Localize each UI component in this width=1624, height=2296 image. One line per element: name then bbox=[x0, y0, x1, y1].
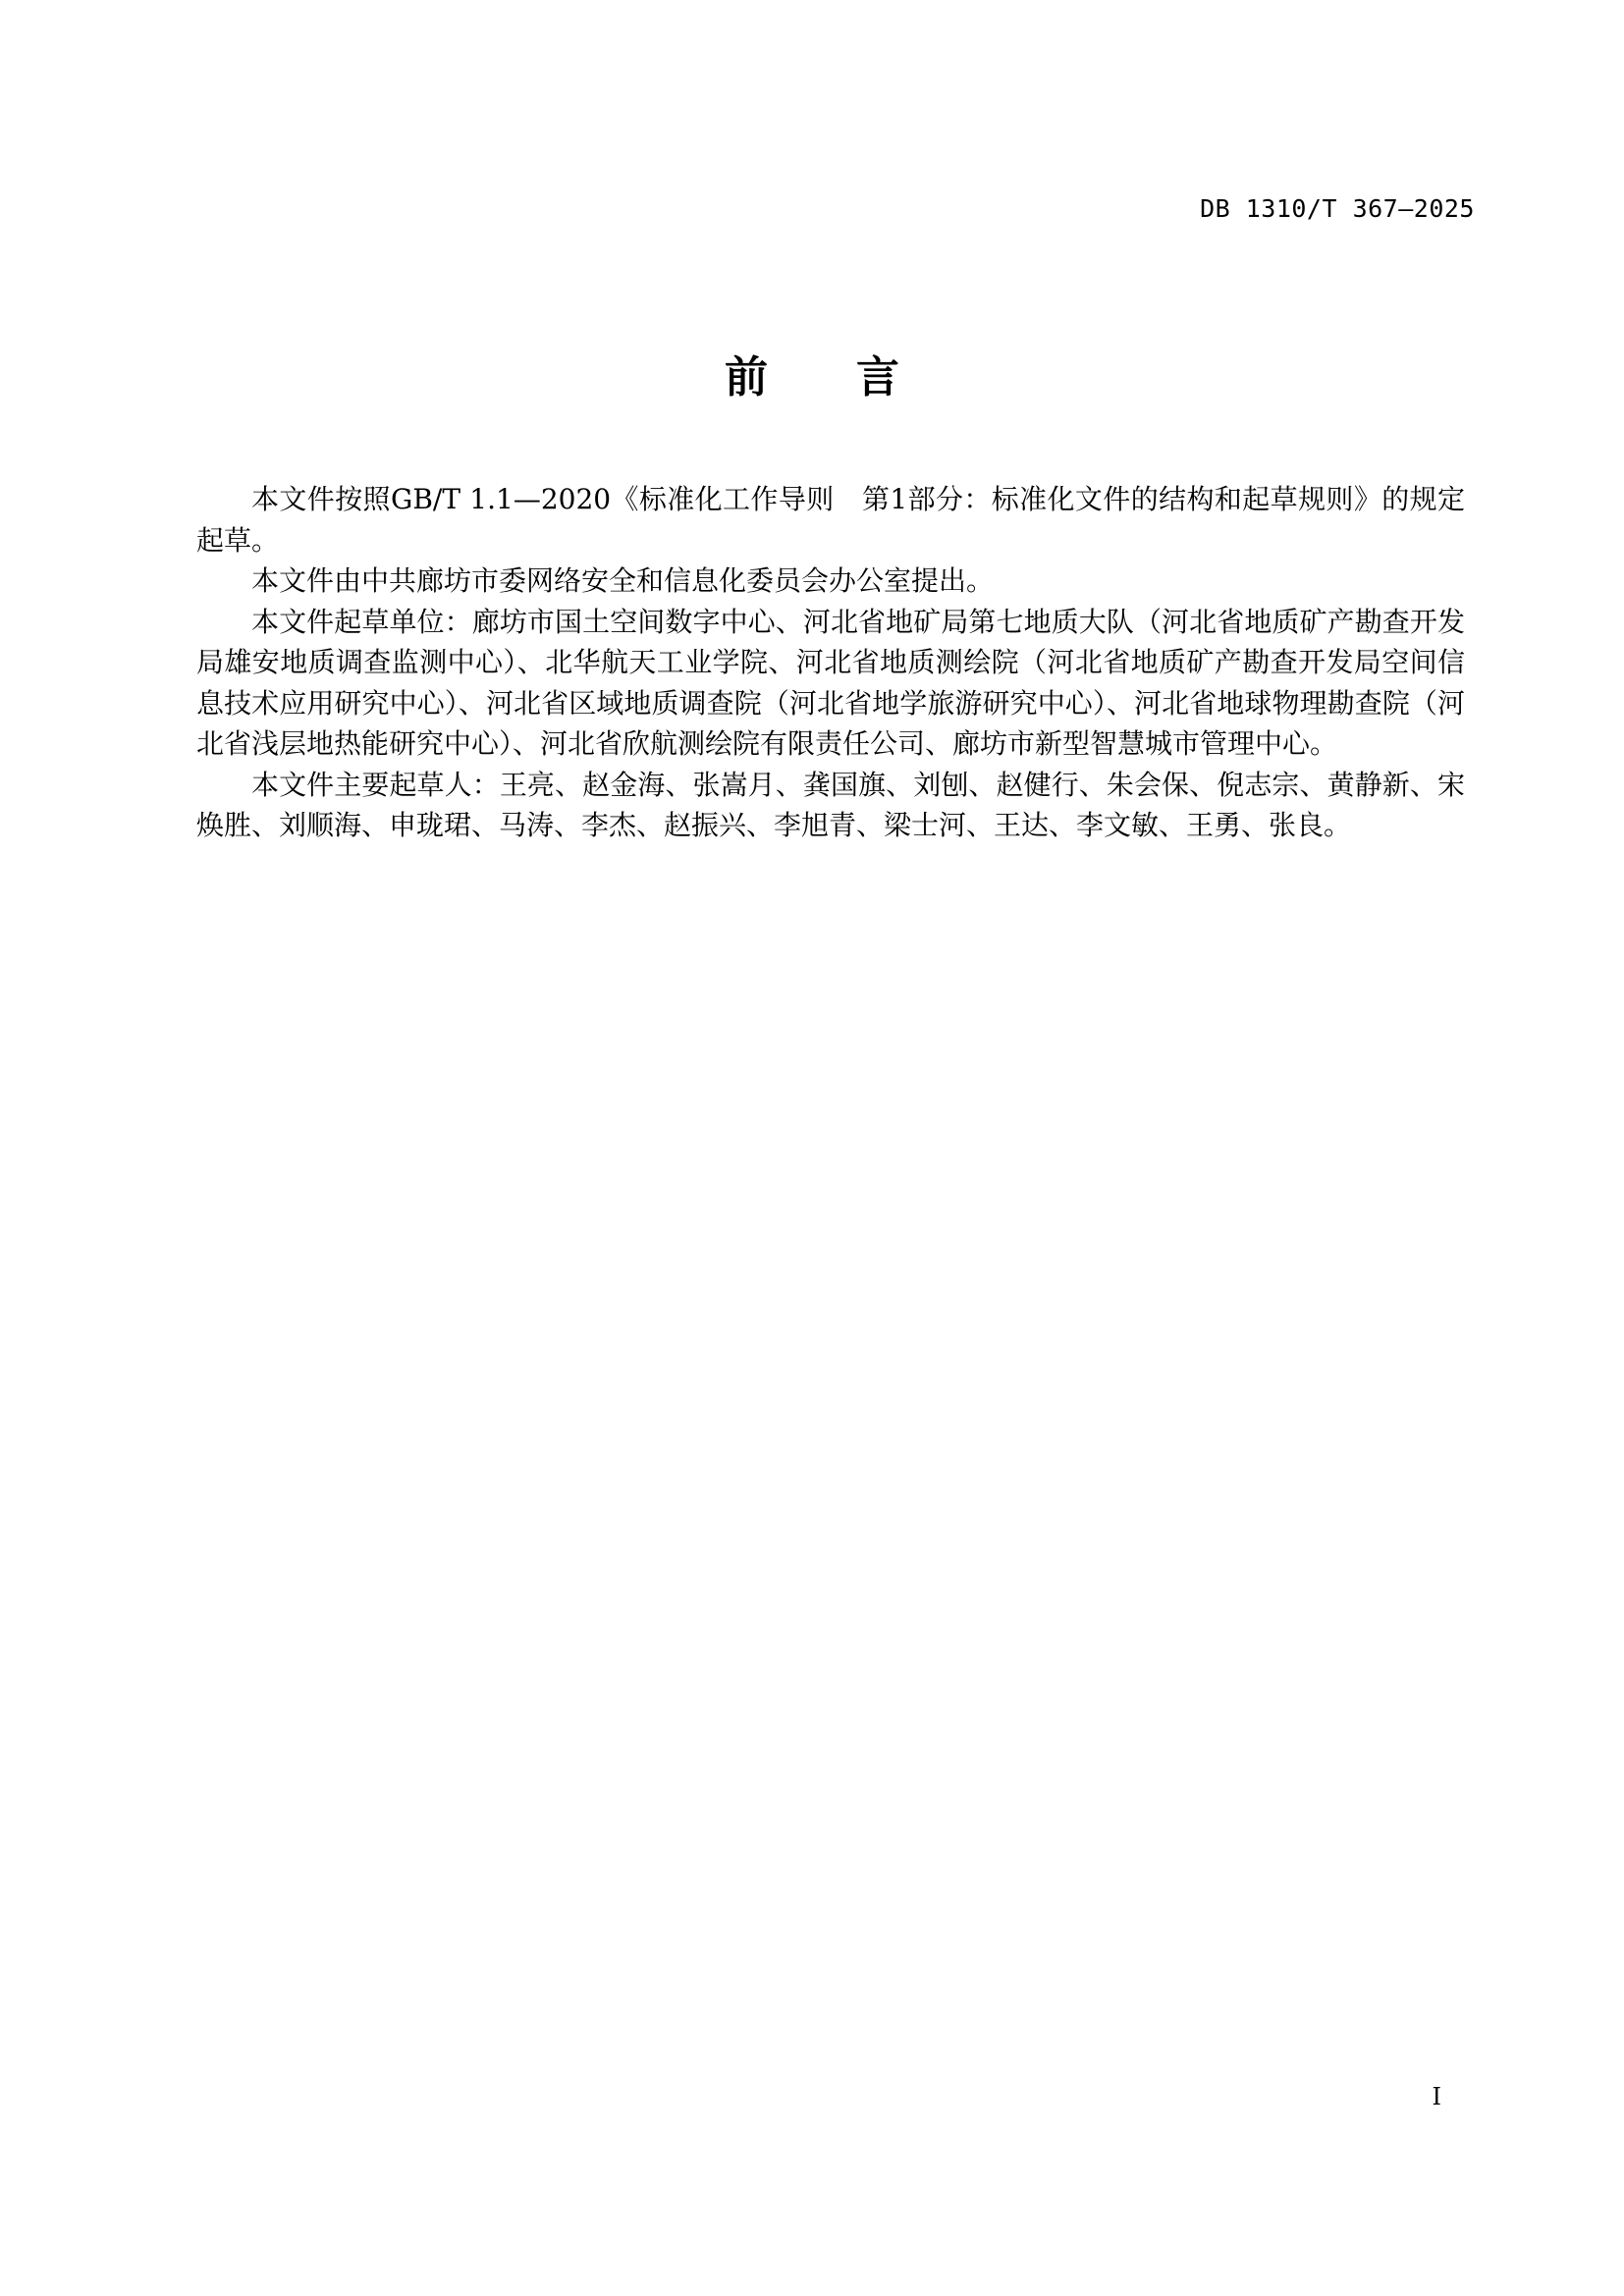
paragraph-proposer: 本文件由中共廊坊市委网络安全和信息化委员会办公室提出。 bbox=[251, 564, 995, 597]
page-title-char-1: 前 bbox=[725, 352, 768, 402]
paragraph-basis: 本文件按照GB/T 1.1—2020《标准化工作导则 第1部分：标准化文件的结构和起草规则》的规定起草。 bbox=[196, 483, 1465, 557]
preface-body bbox=[196, 479, 1465, 846]
page-number: I bbox=[1432, 2083, 1441, 2110]
document-code: DB 1310/T 367—2025 bbox=[1200, 194, 1475, 223]
paragraph-drafting-units: 本文件起草单位：廊坊市国土空间数字中心、河北省地矿局第七地质大队（河北省地质矿产勘查开发局雄安地质调查监测中心）、北华航天工业学院、河北省地质测绘院（河北省地质矿产勘查开发局空间信息技术应用研究中心）、河北省区域地质调查院（河北省地学旅游研究中心）、河北省地球物理勘查院（河北省浅层地热能研究中心）、河北省欣航测绘院有限责任公司、廊坊市新型智慧城市管理中心。 bbox=[196, 605, 1465, 760]
paragraph-drafters: 本文件主要起草人：王亮、赵金海、张嵩月、龚国旗、刘刨、赵健行、朱会保、倪志宗、黄静新、宋焕胜、刘顺海、申珑珺、马涛、李杰、赵振兴、李旭青、梁士河、王达、李文敏、王勇、张良。 bbox=[196, 768, 1465, 841]
page-title bbox=[0, 342, 1624, 404]
page-title-char-2: 言 bbox=[856, 352, 899, 402]
